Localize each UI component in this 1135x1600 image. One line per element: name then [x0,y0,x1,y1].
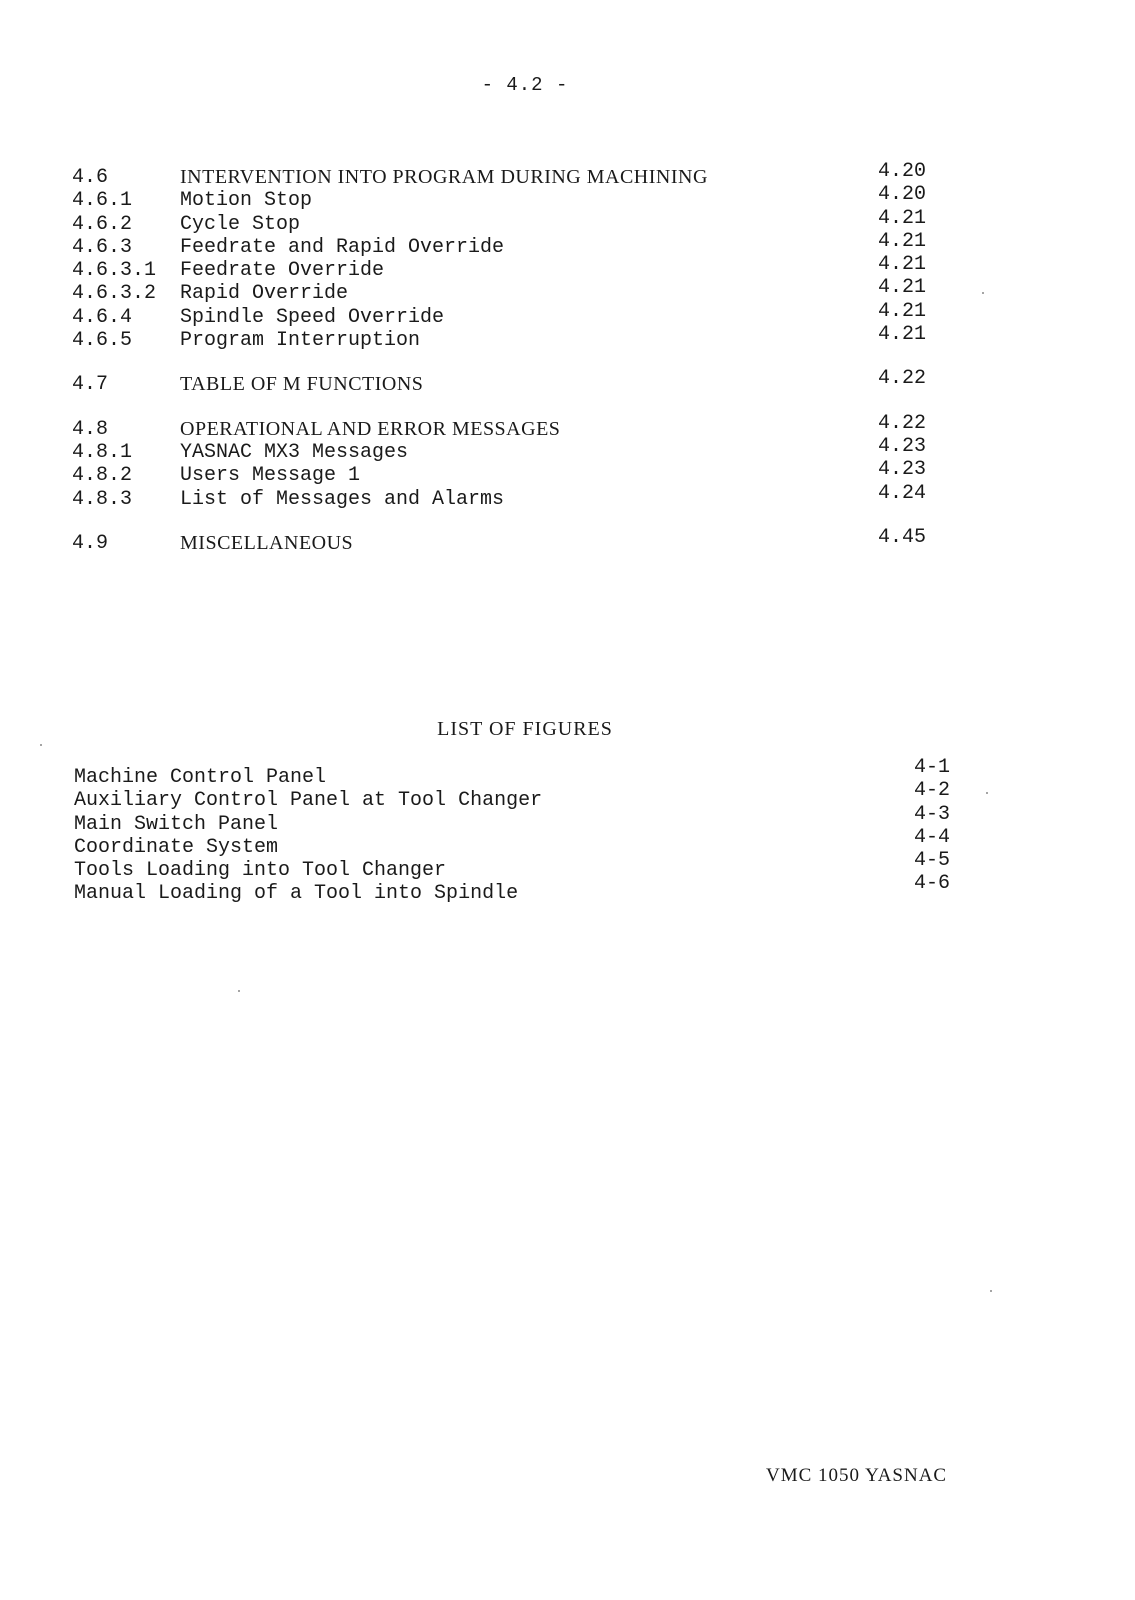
figure-entry-page: 4-4 [914,825,951,849]
toc-group [72,160,972,353]
figure-entry-page: 4-6 [914,872,951,896]
toc-entry-number: 4.6.3.1 [72,259,157,283]
toc-entry-page: 4.45 [878,525,927,549]
figure-entry [74,756,974,789]
toc-entry-number: 4.6.5 [72,329,133,353]
toc-entry-number: 4.6.1 [72,189,133,213]
toc-entry-number: 4.6.3.2 [72,282,157,306]
toc-entry-title: OPERATIONAL AND ERROR MESSAGES [180,417,561,440]
page-number: - 4.2 - [481,74,569,96]
toc-entry-title: MISCELLANEOUS [180,531,354,554]
toc-entry-page: 4.22 [878,367,927,391]
figure-entry-page: 4-2 [914,779,951,803]
toc-entry-page: 4.21 [878,276,927,300]
toc-entry [72,183,972,213]
toc-entry [72,481,972,511]
scan-speck [986,792,988,794]
toc-entry [72,276,972,306]
toc-entry [72,299,972,329]
toc-entry [72,458,972,488]
toc-entry-title: Rapid Override [180,282,349,306]
figure-entry-title: Machine Control Panel [74,766,327,789]
toc-entry-page: 4.23 [878,434,927,458]
toc-entry-number: 4.6.3 [72,235,133,259]
scan-speck [982,292,984,294]
toc-entry-title: Feedrate and Rapid Override [180,235,505,259]
toc-entry [72,525,972,555]
figure-entry [74,802,974,836]
toc-entry-page: 4.24 [878,481,927,505]
toc-entry-number: 4.8 [72,417,109,441]
figure-entry-title: Tools Loading into Tool Changer [74,859,447,883]
table-of-contents [72,160,972,576]
scan-speck [40,744,42,746]
toc-entry-page: 4.22 [878,411,927,435]
toc-entry [72,411,972,441]
figure-entry [74,849,974,883]
toc-entry [72,323,972,353]
toc-entry-number: 4.8.1 [72,440,133,464]
toc-entry-title: Program Interruption [180,329,421,353]
figure-entry [74,872,974,906]
toc-entry-title: Users Message 1 [180,464,361,488]
toc-entry [72,160,972,189]
toc-entry-page: 4.20 [878,183,927,207]
toc-entry-number: 4.7 [72,373,109,397]
figure-entry [74,825,974,859]
toc-entry [72,253,972,283]
toc-entry-page: 4.21 [878,323,927,347]
toc-entry-page: 4.21 [878,206,927,230]
toc-entry-title: INTERVENTION INTO PROGRAM DURING MACHINING [180,166,708,188]
toc-entry-number: 4.8.2 [72,464,133,488]
toc-entry-page: 4.21 [878,299,927,323]
toc-group [72,367,972,397]
figure-entry-page: 4-1 [914,756,951,779]
toc-group [72,525,972,555]
figure-entry-title: Main Switch Panel [74,812,279,836]
toc-entry [72,206,972,236]
toc-entry-number: 4.6 [72,166,109,189]
toc-entry-title: Feedrate Override [180,259,385,283]
toc-entry-page: 4.21 [878,229,927,253]
toc-entry [72,434,972,464]
figure-entry-title: Auxiliary Control Panel at Tool Changer [74,789,543,813]
scan-speck [990,1290,992,1292]
toc-entry [72,367,972,397]
list-of-figures [74,756,974,906]
toc-entry-title: Spindle Speed Override [180,305,445,329]
figure-entry-title: Coordinate System [74,835,279,859]
toc-entry-number: 4.8.3 [72,487,133,511]
toc-entry-number: 4.6.4 [72,305,133,329]
list-of-figures-heading: LIST OF FIGURES [437,718,613,740]
toc-group [72,411,972,511]
toc-entry [72,229,972,259]
toc-entry-number: 4.6.2 [72,212,133,236]
toc-entry-title: Motion Stop [180,189,313,213]
scan-speck [238,990,240,992]
figure-entry-page: 4-3 [914,802,951,826]
toc-entry-title: TABLE OF M FUNCTIONS [180,373,424,396]
figure-entry [74,779,974,813]
toc-entry-page: 4.23 [878,458,927,482]
toc-entry-title: Cycle Stop [180,212,301,236]
toc-entry-page: 4.21 [878,253,927,277]
toc-entry-title: List of Messages and Alarms [180,487,505,511]
toc-entry-page: 4.20 [878,160,927,183]
figure-entry-page: 4-5 [914,849,951,873]
toc-entry-number: 4.9 [72,531,109,555]
document-footer: VMC 1050 YASNAC [766,1465,948,1486]
figure-entry-title: Manual Loading of a Tool into Spindle [74,882,519,906]
toc-entry-title: YASNAC MX3 Messages [180,440,409,464]
